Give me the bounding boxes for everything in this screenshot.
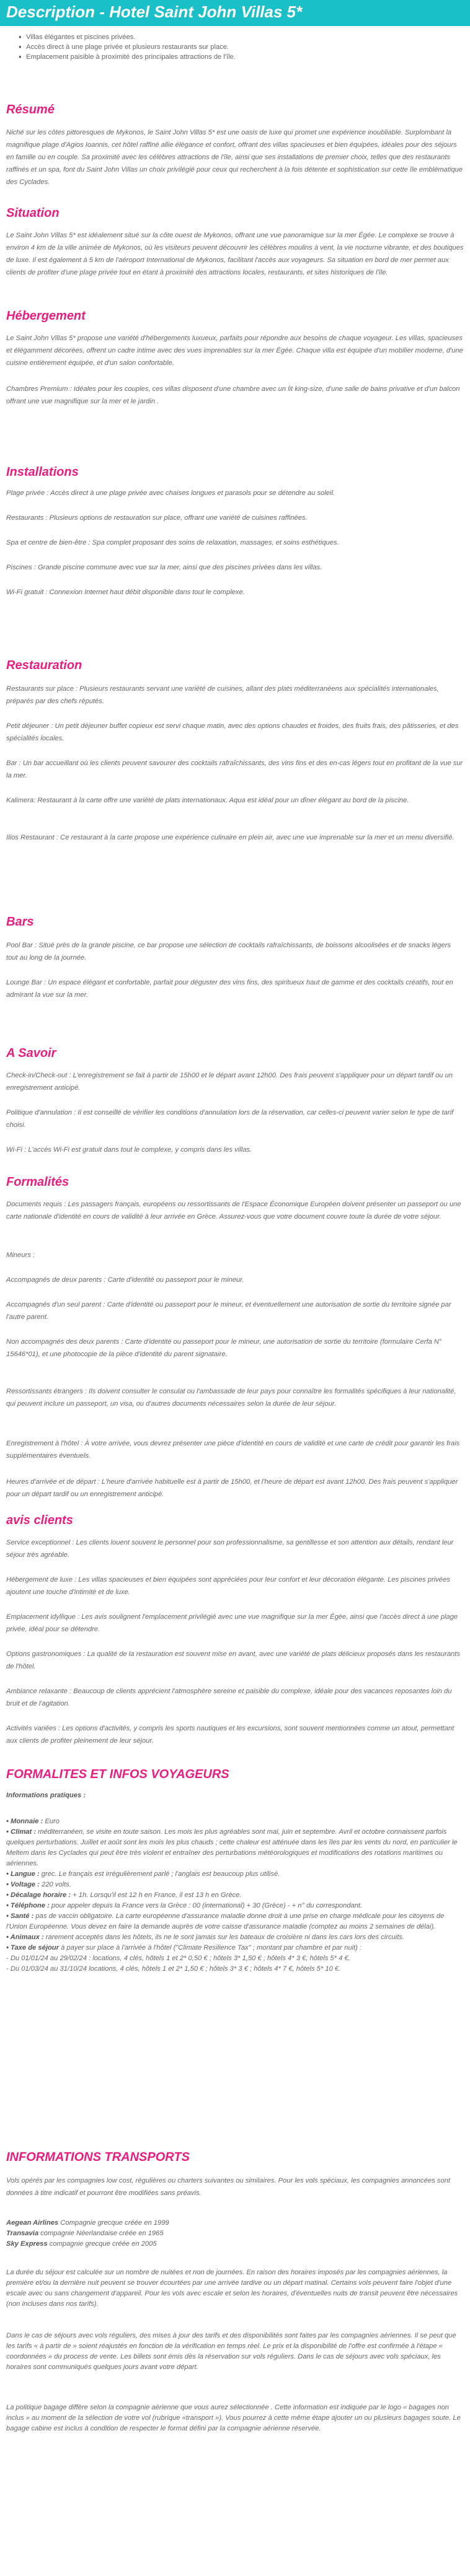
transports-note bbox=[0, 2403, 470, 2434]
formalites-infos-body bbox=[0, 1816, 470, 1974]
paragraph: Check-in/Check-out : L'enregistrement se fait à partir de 15h00 et le départ avant 12h00. Des frais peuvent s'appliquer pour un départ tardif ou un enregistrement anticipé. bbox=[6, 1072, 453, 1092]
section-heading: Restauration bbox=[6, 659, 82, 672]
formalites-item bbox=[0, 1437, 470, 1462]
avis-item bbox=[0, 1574, 470, 1598]
list-item bbox=[6, 1911, 464, 1932]
list-item bbox=[6, 1869, 464, 1880]
section-heading: Formalités bbox=[6, 1175, 69, 1189]
intro-section bbox=[0, 32, 470, 62]
paragraph: Documents requis : Les passagers français, européens ou ressortissants de l'Espace Économique Européen doivent présenter un passeport ou une carte nationale d'identité en cours de validité à leur arrivée en Grèce. Assurez-vous que votre document couvre toute la durée de votre séjour. bbox=[6, 1201, 461, 1220]
restauration-item bbox=[0, 720, 470, 745]
avis-item bbox=[0, 1648, 470, 1673]
installations-item bbox=[0, 487, 470, 499]
restauration-item bbox=[0, 757, 470, 782]
paragraph: Hébergement de luxe : Les villas spacieuses et bien équipées sont appréciées pour leur confort et leur décoration élégante. Les piscines privées ajoutent une touche d'intimité et de luxe. bbox=[6, 1576, 450, 1596]
paragraph: Accompagnés de deux parents : Carte d'identité ou passeport pour le mineur. bbox=[6, 1276, 244, 1284]
paragraph: Enregistrement à l'hôtel : À votre arrivée, vous devrez présenter une pièce d'identité en cours de validité et une carte de crédit pour garantir les frais supplémentaires éventuels. bbox=[6, 1440, 460, 1460]
section-heading: avis clients bbox=[6, 1514, 73, 1527]
situation-body bbox=[0, 229, 470, 279]
transports-note bbox=[0, 2331, 470, 2373]
formalites-item bbox=[0, 1476, 470, 1500]
list-item bbox=[6, 1932, 464, 1943]
info-list bbox=[6, 1816, 464, 1974]
airline-desc: compagnie grecque créée en 2005 bbox=[47, 2240, 157, 2248]
formalites-infos-section bbox=[0, 1767, 470, 1782]
avis-clients-section bbox=[0, 1513, 470, 1528]
item-text: rarement acceptés dans les hôtels, ils ne le sont jamais sur les bateaux de croisière ni dans les cars lors des circuits. bbox=[43, 1934, 405, 1941]
page-title: Description - Hotel Saint John Villas 5* bbox=[0, 0, 470, 26]
paragraph: Heures d'arrivée et de départ : L'heure d'arrivée habituelle est à partir de 15h00, et l'heure de départ est avant 12h00. Des frais peuvent s'appliquer pour un départ tardif ou un enregistrement anticipé. bbox=[6, 1478, 458, 1498]
paragraph: Options gastronomiques : La qualité de la restauration est souvent mise en avant, avec une variété de plats délicieux proposés dans les restaurants de l'hôtel. bbox=[6, 1650, 460, 1670]
intro-bullet-list bbox=[6, 32, 464, 62]
item-text: Euro bbox=[43, 1818, 60, 1825]
paragraph: Vols opérés par les compagnies low cost, régulières ou charters suivantes ou similaires. Pour les vols spéciaux, les compagnies annoncées sont données à titre indicatif et pourront être modifiées sans préavis. bbox=[6, 2177, 450, 2197]
bars-item bbox=[0, 976, 470, 1001]
avis-item bbox=[0, 1722, 470, 1747]
paragraph: Emplacement idyllique : Les avis soulignent l'emplacement privilégié avec une vue magnifique sur la mer Égée, ainsi que l'accès direct à une plage privée, idéal pour se détendre. bbox=[6, 1613, 458, 1633]
section-heading: Installations bbox=[6, 465, 79, 479]
airline-item bbox=[6, 2228, 464, 2239]
item-label: • Décalage horaire : bbox=[6, 1891, 71, 1899]
formalites-item bbox=[0, 1274, 470, 1286]
a-savoir-item bbox=[0, 1069, 470, 1094]
list-item bbox=[6, 1901, 464, 1911]
item-label: • Santé : bbox=[6, 1912, 34, 1920]
paragraph: Piscines : Grande piscine commune avec vue sur la mer, ainsi que des piscines privées dans les villas. bbox=[6, 564, 322, 571]
list-item bbox=[6, 1943, 464, 1953]
airline-desc: Compagnie grecque créée en 1999 bbox=[58, 2219, 169, 2227]
installations-item bbox=[0, 512, 470, 524]
bars-section bbox=[0, 914, 470, 929]
formalites-infos-subtitle bbox=[0, 1789, 470, 1802]
formalites-item bbox=[0, 1336, 470, 1360]
item-label: • Langue : bbox=[6, 1870, 40, 1878]
item-label: • Voltage : bbox=[6, 1881, 40, 1888]
hebergement-body bbox=[0, 332, 470, 369]
installations-item bbox=[0, 586, 470, 598]
section-heading: FORMALITES ET INFOS VOYAGEURS bbox=[6, 1768, 229, 1781]
avis-item bbox=[0, 1536, 470, 1561]
paragraph: Le Saint John Villas 5* est idéalement situé sur la côte ouest de Mykonos, offrant une vue panoramique sur la mer Égée. Le complexe se trouve à environ 4 km de la ville animée de Mykonos, où les visiteurs peuvent découvrir les célèbres moulins à vent, la vie nocturne vibrante, et des boutiques de luxe. Il est également à 5 km de l'aéroport International de Mykonos, facilitant l'accès aux voyageurs. Sa situation en bord de mer permet aux clients de profiter d'une plage privée tout en étant à proximité des attractions locales, restaurants, et sites historiques de l'île. bbox=[6, 232, 464, 276]
airlines-list bbox=[0, 2218, 470, 2250]
paragraph: Niché sur les côtes pittoresques de Mykonos, le Saint John Villas 5* est une oasis de luxe qui promet une expérience inoubliable. Surplombant la magnifique plage d'Agios Ioannis, cet hôtel raffiné allie élégance et confort, offrant des villas spacieuses et bien équipées, idéales pour des séjours en famille ou en couple. Sa proximité avec les célèbres attractions de l'île, ainsi que ses installations de premier choix, telles que des restaurants raffinés et un spa, font du Saint John Villas un choix privilégié pour ceux qui recherchent à la fois détente et sophistication sur cette île emblématique des Cyclades. bbox=[6, 129, 463, 186]
paragraph: Service exceptionnel : Les clients louent souvent le personnel pour son professionnalisme, sa gentillesse et son attention aux détails, rendant leur séjour très agréable. bbox=[6, 1539, 454, 1559]
item-label: • Climat : bbox=[6, 1828, 37, 1836]
item-text: - Du 01/03/24 au 31/10/24 locations, 4 clés, hôtels 1 et 2* 1,50 € ; hôtels 3* 3 € ; hôtels 4* 7 €, hôtels 5* 10 €. bbox=[6, 1965, 341, 1973]
section-heading: Bars bbox=[6, 915, 34, 929]
paragraph: Petit déjeuner : Un petit déjeuner buffet copieux est servi chaque matin, avec des options chaudes et froides, des fruits frais, des pâtisseries, et des spécialités locales. bbox=[6, 722, 459, 742]
paragraph: Pool Bar : Situé près de la grande piscine, ce bar propose une sélection de cocktails rafraîchissants, de boissons alcoolisées et de snacks légers tout au long de la journée. bbox=[6, 942, 451, 962]
installations-item bbox=[0, 561, 470, 574]
list-item bbox=[6, 1953, 464, 1964]
paragraph: La durée du séjour est calculée sur un nombre de nuitées et non de journées. En raison des horaires imposés par les compagnies aériennes, la première et/ou la dernière nuit peuvent se trouver écourtées par une arrivée tardive ou un départ matinal. Certains vols peuvent faire l'objet d'une escale avec ou sans changement d'appareil. Pour les vols avec escale et selon les horaires, d'éventuelles nuits de transit peuvent être nécessaires (non incluses dans nos tarifs). bbox=[6, 2269, 458, 2308]
paragraph: Ilios Restaurant : Ce restaurant à la carte propose une expérience culinaire en plein air, avec une vue imprenable sur la mer et un menu diversifié. bbox=[6, 834, 454, 841]
paragraph: Restaurants sur place : Plusieurs restaurants servant une variété de cuisines, allant des plats méditerranéens aux spécialités internationales, préparés par des chefs réputés. bbox=[6, 685, 439, 705]
item-text: 220 volts. bbox=[39, 1881, 71, 1888]
paragraph: Spa et centre de bien-être : Spa complet proposant des soins de relaxation, massages, et soins esthétiques. bbox=[6, 539, 339, 546]
formalites-item bbox=[0, 1385, 470, 1410]
item-label: • Monnaie : bbox=[6, 1818, 43, 1825]
item-label: • Animaux : bbox=[6, 1934, 44, 1941]
paragraph: Non accompagnés des deux parents : Carte d'identité ou passeport pour le mineur, une autorisation de sortie du territoire (formulaire Cerfa N° 15646*01), et une photocopie de la pièce d'identité du parent signataire. bbox=[6, 1338, 442, 1358]
section-heading: INFORMATIONS TRANSPORTS bbox=[6, 2150, 190, 2164]
list-item bbox=[6, 1890, 464, 1901]
airline-name: Transavia bbox=[6, 2230, 39, 2237]
paragraph: Mineurs : bbox=[6, 1251, 35, 1259]
item-text: + 1h. Lorsqu'il est 12 h en France, il est 13 h en Grèce. bbox=[71, 1891, 242, 1899]
resume-section bbox=[0, 102, 470, 117]
paragraph: Bar : Un bar accueillant où les clients peuvent savourer des cocktails rafraîchissants, des vins fins et des en-cas légers tout en profitant de la vue sur la mer. bbox=[6, 760, 463, 779]
bars-item bbox=[0, 939, 470, 964]
installations-section bbox=[0, 465, 470, 480]
paragraph: Wi-Fi : L'accès Wi-Fi est gratuit dans tout le complexe, y compris dans les villas. bbox=[6, 1146, 252, 1154]
subtitle: Informations pratiques : bbox=[6, 1792, 86, 1799]
formalites-item bbox=[0, 1198, 470, 1223]
paragraph: Activités variées : Les options d'activités, y compris les sports nautiques et les excursions, sont souvent mentionnées comme un atout, permettant aux clients de profiter pleinement de leur séjour. bbox=[6, 1725, 454, 1745]
list-item bbox=[6, 1827, 464, 1869]
paragraph: Ressortissants étrangers : Ils doivent consulter le consulat ou l'ambassade de leur pays pour connaître les formalités spécifiques à leur nationalité, qui peuvent inclure un passeport, un visa, ou d'autres documents nécessaires selon la durée de leur séjour. bbox=[6, 1388, 456, 1408]
section-heading: Hébergement bbox=[6, 309, 86, 323]
item-text: pour appeler depuis la France vers la Grèce : 00 (international) + 30 (Grèce) - + n° du correspondant. bbox=[49, 1902, 363, 1909]
airline-desc: compagnie Néerlandaise créée en 1965 bbox=[38, 2230, 164, 2237]
item-label: • Téléphone : bbox=[6, 1902, 50, 1909]
airline-name: Aegean Airlines bbox=[6, 2219, 59, 2227]
section-heading: Situation bbox=[6, 206, 60, 220]
paragraph: Accompagnés d'un seul parent : Carte d'identité ou passeport pour le mineur, et éventuellement une autorisation de sortie du territoire signée par l'autre parent. bbox=[6, 1301, 451, 1321]
transports-note bbox=[0, 2267, 470, 2310]
section-heading: A Savoir bbox=[6, 1046, 56, 1060]
restauration-item bbox=[0, 831, 470, 844]
a-savoir-item bbox=[0, 1106, 470, 1131]
item-text: pas de vaccin obligatoire. La carte européenne d'assurance maladie donne droit à une prise en charge médicale pour les citoyens de l'Union Européenne. Vous devez en faire la demande auprès de votre caisse d'assurance maladie (comptez au moins 2 semaines de délai). bbox=[6, 1912, 445, 1930]
paragraph: Politique d'annulation : Il est conseillé de vérifier les conditions d'annulation lors de la réservation, car celles-ci peuvent varier selon le type de tarif choisi. bbox=[6, 1109, 454, 1129]
item-text: à payer sur place à l'arrivée à l'hôtel ("Climate Resilience Tax" ; montant par chambre et par nuit) : bbox=[58, 1944, 362, 1952]
item-text: grec. Le français est irrégulièrement parlé ; l'anglais est beaucoup plus utilisé. bbox=[39, 1870, 280, 1878]
section-heading: Résumé bbox=[6, 103, 55, 116]
item-text: - Du 01/01/24 au 29/02/24 : locations, 4 clés, hôtels 1 et 2* 0,50 € ; hôtels 3* 1,50 € ; hôtels 4* 3 €, hôtels 5* 4 €. bbox=[6, 1955, 350, 1962]
avis-item bbox=[0, 1685, 470, 1710]
paragraph: Chambres Premium : Idéales pour les couples, ces villas disposent d'une chambre avec un lit king-size, d'une salle de bains privative et d'un balcon offrant une vue magnifique sur la mer et le jardin . bbox=[6, 385, 460, 405]
list-item bbox=[6, 1880, 464, 1890]
formalites-item bbox=[0, 1249, 470, 1261]
transports-intro bbox=[0, 2175, 470, 2199]
list-item: ● Villas élégantes et piscines privées. bbox=[26, 32, 464, 42]
installations-item bbox=[0, 537, 470, 549]
avis-item bbox=[0, 1611, 470, 1636]
situation-section bbox=[0, 206, 470, 221]
paragraph: Plage privée : Accès direct à une plage privée avec chaises longues et parasols pour se détendre au soleil. bbox=[6, 489, 335, 497]
list-item bbox=[6, 1964, 464, 1974]
list-item: ● Accès direct à une plage privée et plusieurs restaurants sur place. bbox=[26, 42, 464, 52]
formalites-section bbox=[0, 1175, 470, 1189]
paragraph: Ambiance relaxante : Beaucoup de clients apprécient l'atmosphère sereine et paisible du complexe, idéale pour des vacances reposantes loin du bruit et de l'agitation. bbox=[6, 1688, 452, 1707]
paragraph: Kalimera: Restaurant à la carte offre une variété de plats internationaux. Aqua est idéal pour un dîner élégant au bord de la piscine. bbox=[6, 797, 409, 804]
restauration-item bbox=[0, 683, 470, 708]
airline-item bbox=[6, 2239, 464, 2250]
airline-name: Sky Express bbox=[6, 2240, 48, 2248]
transports-section bbox=[0, 2150, 470, 2165]
restauration-item bbox=[0, 794, 470, 807]
resume-body bbox=[0, 126, 470, 188]
item-text: méditerranéen, se visite en toute saison. Les mois les plus agréables sont mai, juin et septembre. Avril et octobre connaissent parfois quelques perturbations. Juillet et août sont les mois les plus chauds ; cette chaleur est atténuée dans les îles par les vents du nord, en particulier le Meltem dans les Cyclades qui peut être très violent et entraîner des perturbations météorologiques et modifications des rotations maritimes ou aériennes. bbox=[6, 1828, 458, 1867]
paragraph: Dans le cas de séjours avec vols réguliers, des mises à jour des tarifs et des disponibilités sont faites par les compagnies aériennes. Il se peut que les tarifs « à partir de » soient réajustés en fonction de la vérification en temps réel. Le prix et la disponibilité de l'offre est confirmée à l'étape « coordonnées » du process de vente. Les billets sont émis dès la réservation sur vols réguliers. Dans le cas de séjours avec vols spéciaux, les horaires sont communiqués quelques jours avant votre départ. bbox=[6, 2332, 456, 2371]
paragraph: La politique bagage diffère selon la compagnie aérienne que vous aurez sélectionnée . Cette information est indiquée par le logo « bagages non inclus » au moment de la sélection de votre vol (rubrique «transport »). Vous pourrez à cette même étape ajouter un ou plusieurs bagages soute. Le bagage cabine est inclus à condition de respecter le format défini par la compagnie aérienne réservée. bbox=[6, 2404, 461, 2432]
a-savoir-item bbox=[0, 1144, 470, 1156]
a-savoir-section bbox=[0, 1046, 470, 1061]
list-item: ● Emplacement paisible à proximité des principales attractions de l'île. bbox=[26, 52, 464, 62]
formalites-item bbox=[0, 1299, 470, 1323]
hebergement-section bbox=[0, 309, 470, 323]
restauration-section bbox=[0, 658, 470, 673]
paragraph: Lounge Bar : Un espace élégant et confortable, parfait pour déguster des vins fins, des spiritueux haut de gamme et des cocktails créatifs, tout en admirant la vue sur la mer. bbox=[6, 979, 453, 999]
paragraph: Le Saint John Villas 5* propose une variété d'hébergements luxueux, parfaits pour répondre aux besoins de chaque voyageur. Les villas, spacieuses et élégamment décorées, offrent un cadre intime avec des vues imprenables sur la mer Égée. Chaque villa est équipée d'un mobilier moderne, d'une cuisine entièrement équipée, et d'un salon confortable. bbox=[6, 335, 463, 367]
paragraph: Wi-Fi gratuit : Connexion Internet haut débit disponible dans tout le complexe. bbox=[6, 589, 245, 596]
item-label: • Taxe de séjour bbox=[6, 1944, 59, 1952]
airline-item bbox=[6, 2218, 464, 2228]
list-item bbox=[6, 1816, 464, 1827]
paragraph: Restaurants : Plusieurs options de restauration sur place, offrant une variété de cuisines raffinées. bbox=[6, 514, 308, 522]
hebergement-body-2 bbox=[0, 383, 470, 408]
